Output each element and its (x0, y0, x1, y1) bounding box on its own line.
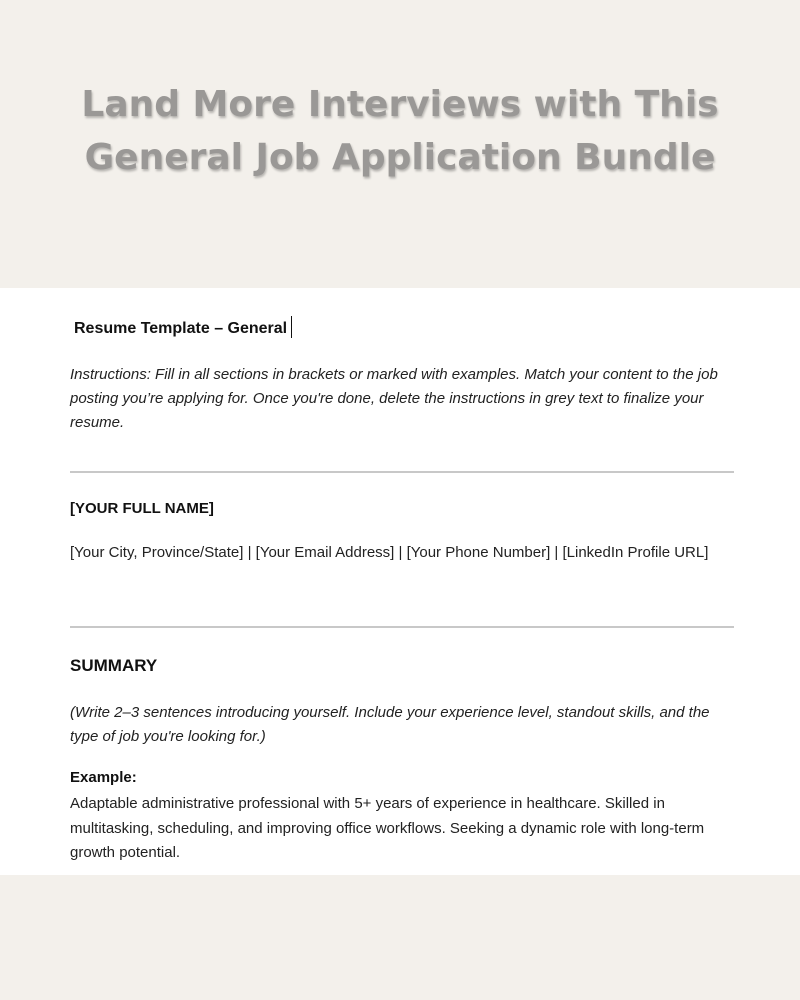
banner (0, 0, 800, 288)
banner-title-line-2: General Job Application Bundle (84, 137, 716, 178)
footer-band (0, 875, 800, 1000)
divider-2 (70, 626, 734, 628)
document-heading-text: Resume Template – General (74, 320, 288, 337)
example-text: Adaptable administrative professional with 5+ years of experience in healthcare. Skilled in multitasking, scheduling, and improving office workflows. Seeking a dynamic role with long-term growth potential. (70, 795, 705, 861)
example-label: Example: (70, 769, 137, 786)
document-page[interactable] (0, 288, 800, 875)
summary-heading: SUMMARY (70, 656, 158, 675)
text-cursor (291, 316, 292, 338)
summary-instructions: (Write 2–3 sentences introducing yourself. Include your experience level, standout skills, and the type of job you're looking for.) (70, 704, 710, 745)
contact-info-placeholder: [Your City, Province/State] | [Your Email Address] | [Your Phone Number] | [LinkedIn Profile URL] (70, 544, 709, 561)
document-heading[interactable] (74, 316, 292, 338)
divider-1 (70, 471, 734, 473)
banner-title-line-1: Land More Interviews with This (81, 84, 719, 125)
full-name-placeholder: [YOUR FULL NAME] (70, 500, 214, 517)
banner-title (0, 78, 800, 184)
instructions-text: Instructions: Fill in all sections in brackets or marked with examples. Match your content to the job posting you’re applying for. Once you're done, delete the instructions in grey text to finalize your resume. (70, 366, 718, 431)
